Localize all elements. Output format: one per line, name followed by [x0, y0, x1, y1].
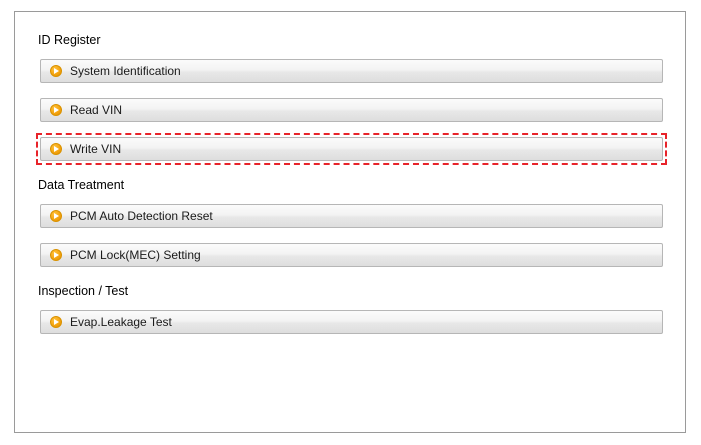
arrow-right-icon [50, 143, 62, 155]
menu-item-label: PCM Auto Detection Reset [70, 209, 213, 223]
section-title: Inspection / Test [38, 284, 129, 298]
arrow-right-icon [50, 249, 62, 261]
menu-item-label: Evap.Leakage Test [70, 315, 172, 329]
menu-item-label: PCM Lock(MEC) Setting [70, 248, 201, 262]
menu-item-row[interactable] [36, 239, 667, 271]
menu-item-evap-leakage-test[interactable] [40, 310, 663, 334]
menu-content [36, 32, 667, 345]
menu-item-row-selected[interactable] [36, 133, 667, 165]
section-title: ID Register [38, 33, 101, 47]
section-title: Data Treatment [38, 178, 125, 192]
arrow-right-icon [50, 65, 62, 77]
section-data-treatment [36, 177, 667, 271]
arrow-right-icon [50, 210, 62, 222]
menu-item-label: Write VIN [70, 142, 122, 156]
arrow-right-icon [50, 104, 62, 116]
menu-item-pcm-lock-mec-setting[interactable] [40, 243, 663, 267]
menu-item-pcm-auto-detection-reset[interactable] [40, 204, 663, 228]
arrow-right-icon [50, 316, 62, 328]
menu-item-system-identification[interactable] [40, 59, 663, 83]
menu-item-label: System Identification [70, 64, 181, 78]
menu-item-label: Read VIN [70, 103, 123, 117]
menu-item-write-vin[interactable] [40, 137, 663, 161]
menu-item-row[interactable] [36, 55, 667, 87]
section-id-register [36, 32, 667, 165]
menu-item-row[interactable] [36, 200, 667, 232]
menu-panel [14, 11, 686, 433]
menu-item-row[interactable] [36, 94, 667, 126]
menu-item-row[interactable] [36, 306, 667, 338]
menu-item-read-vin[interactable] [40, 98, 663, 122]
section-inspection-test [36, 283, 667, 338]
